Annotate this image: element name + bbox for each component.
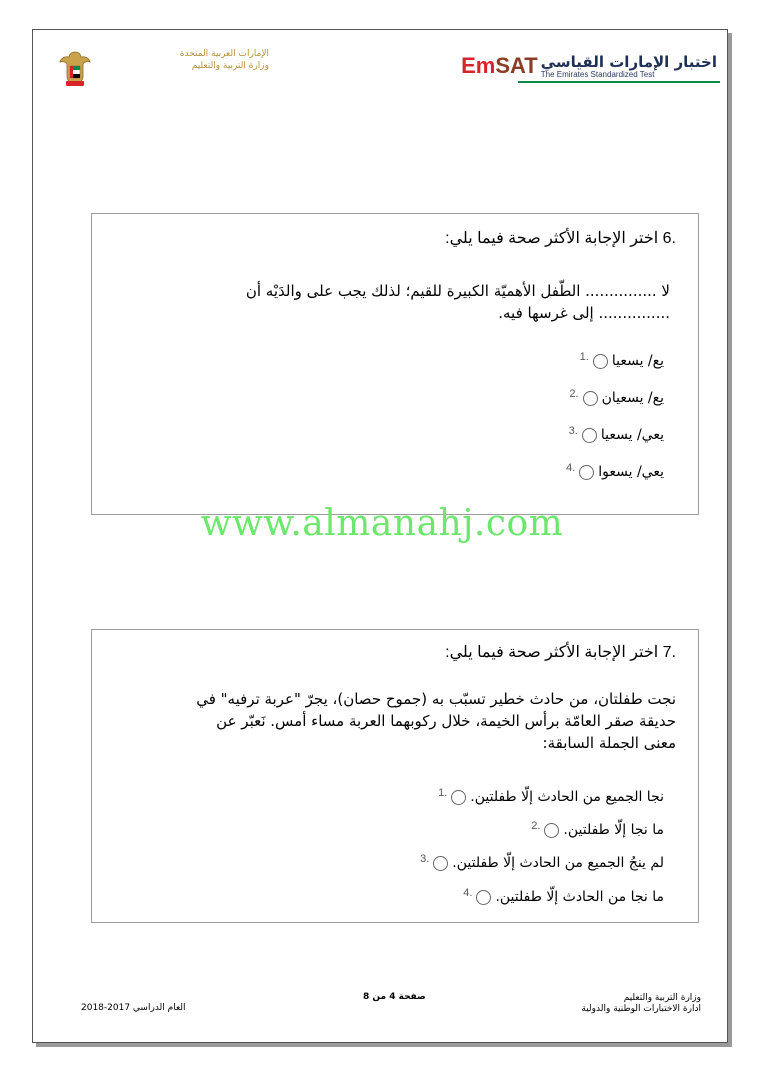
question-6-option-2[interactable] xyxy=(569,387,664,409)
emsat-wordmark-sat: SAT xyxy=(495,53,538,78)
question-6-stem-line-1: لا ............... الطّفل الأهميّة الكبيرة للقيم؛ لذلك يجب على والدَيْه أن xyxy=(245,282,670,300)
question-7-option-4[interactable] xyxy=(463,886,664,908)
radio-button-icon[interactable] xyxy=(593,354,608,369)
radio-button-icon[interactable] xyxy=(476,890,491,905)
ministry-line-2: وزارة التربية والتعليم xyxy=(191,61,269,71)
footer-ministry-name: وزارة التربية والتعليم xyxy=(623,993,701,1003)
footer-department: ادارة الاختبارات الوطنية والدولية xyxy=(581,1004,701,1014)
footer-academic-year: العام الدراسي 2017-2018 xyxy=(81,1003,186,1013)
option-number: 4. xyxy=(463,887,473,899)
emsat-logo xyxy=(461,50,717,82)
option-label: يعي/ يسعوا xyxy=(598,464,664,480)
question-6-stem xyxy=(110,280,670,324)
option-number: 2. xyxy=(569,388,579,400)
emsat-wordmark-em: Em xyxy=(461,53,496,78)
footer-ministry xyxy=(581,993,701,1015)
question-7-option-2[interactable] xyxy=(531,819,664,841)
option-number: 4. xyxy=(566,462,576,474)
watermark-text: www.almanahj.com xyxy=(200,503,564,544)
question-7-stem-line-2: حديقة صقر العامّة برأس الخيمة، خلال ركوبهما العربة مساء أمس. نَعبّر عن xyxy=(216,712,676,730)
uae-emblem-icon xyxy=(57,48,93,88)
radio-button-icon[interactable] xyxy=(433,856,448,871)
question-7-number: 7. xyxy=(662,644,676,661)
question-7-box xyxy=(91,629,699,923)
question-6-option-3[interactable] xyxy=(569,424,664,446)
option-number: 2. xyxy=(531,820,541,832)
question-7-stem xyxy=(116,688,676,754)
radio-button-icon[interactable] xyxy=(583,391,598,406)
radio-button-icon[interactable] xyxy=(451,790,466,805)
option-number: 1. xyxy=(579,351,589,363)
question-6-instruction: اختر الإجابة الأكثر صحة فيما يلي: xyxy=(445,230,659,247)
option-label: يعي/ يسعيا xyxy=(600,427,664,443)
question-6-box xyxy=(91,213,699,515)
page-number: صفحة 4 من 8 xyxy=(363,992,426,1002)
question-7-instruction: اختر الإجابة الأكثر صحة فيما يلي: xyxy=(445,644,659,661)
ministry-line-1: الإمارات العربية المتحدة xyxy=(179,49,269,59)
emsat-arabic-title: اختبار الإمارات القياسي xyxy=(540,52,717,71)
page-header xyxy=(33,30,727,100)
option-label: يع/ يسعيا xyxy=(611,353,664,369)
option-label: يع/ يسعيان xyxy=(601,390,664,406)
option-number: 3. xyxy=(568,425,578,437)
ministry-name xyxy=(99,48,269,72)
question-7-option-3[interactable] xyxy=(420,852,664,874)
option-label: نجا الجميع من الحادث إلّا طفلتين. xyxy=(470,789,664,805)
question-6-option-1[interactable] xyxy=(580,350,664,372)
question-7-option-1[interactable] xyxy=(438,786,664,808)
question-6-option-4[interactable] xyxy=(566,461,664,483)
question-6-title xyxy=(445,228,676,248)
radio-button-icon[interactable] xyxy=(544,823,559,838)
radio-button-icon[interactable] xyxy=(582,428,597,443)
question-6-stem-line-2: ............... إلى غرسها فيه. xyxy=(498,304,670,322)
question-7-stem-line-3: معنى الجملة السابقة: xyxy=(542,734,676,752)
radio-button-icon[interactable] xyxy=(579,465,594,480)
question-7-stem-line-1: نجت طفلتان، من حادث خطير تسبّب به (جموح حصان)، يجرّ "عربة ترفيه" في xyxy=(196,690,676,708)
emsat-english-subtitle: The Emirates Standardized Test xyxy=(540,69,655,79)
emsat-wordmark xyxy=(461,55,538,77)
option-label: ما نجا من الحادث إلّا طفلتين. xyxy=(495,889,664,905)
question-7-title xyxy=(445,642,676,662)
option-number: 1. xyxy=(438,787,448,799)
option-label: ما نجا إلّا طفلتين. xyxy=(563,822,664,838)
question-6-number: 6. xyxy=(662,230,676,247)
option-label: لم ينجُ الجميع من الحادث إلّا طفلتين. xyxy=(452,855,664,871)
header-underline xyxy=(518,81,720,83)
option-number: 3. xyxy=(420,853,430,865)
